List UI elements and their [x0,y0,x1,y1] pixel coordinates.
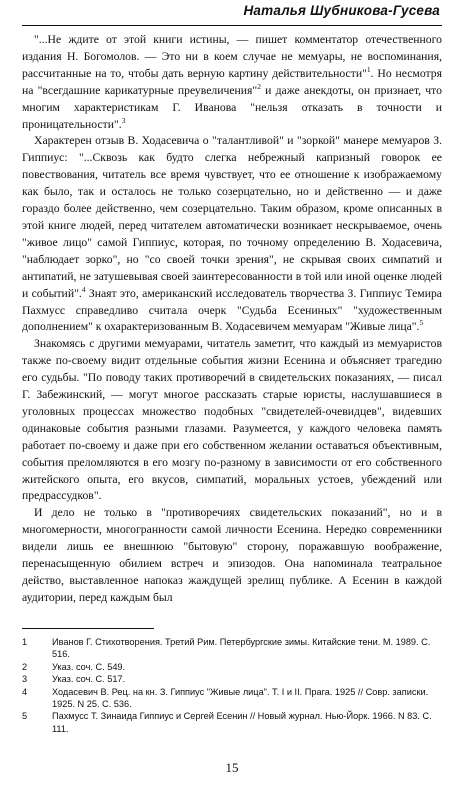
footnote-ref: 3 [121,115,126,125]
paragraph [22,133,442,336]
footnote-ref: 5 [419,318,424,328]
paragraph-text: Знакомясь с другими мемуарами, читатель заметит, что каждый из мемуаристов также по-своему видит отдельные события жизни Есенина и объясняет трагедию его судьбы. "По поводу таких противоречий в свидетельских показаниях, — писал Г. Забежинский, — могут многое рассказать старые юристы, наслушавшиеся в уголовных процессах множество подобных "свидетелей-очевидцев", видевших одинаковые события разными глазами. Разумеется, у каждого человека память работает по-своему и даже при его собственном желании оставаться объективным, события преломляются в его мозгу по-разному в зависимости от его собственного житейского опыта, его вкусов, симпатий, моральных устоев, убеждений или предрассудков". [22,337,442,503]
footnotes [22,636,442,735]
running-header: Наталья Шубникова-Гусева [243,3,440,18]
paragraph-text: Знаят это, американский исследователь творчества З. Гиппиус Темира Пахмусс справедливо считала очерк "Судьба Есениных" "художественным дополнением" к охарактеризованным В. Ходасевичем мемуарам "Живые лица". [22,286,442,334]
footnote-text: Указ. соч. С. 517. [52,674,126,685]
footnote-text: Пахмусс Т. Зинаида Гиппиус и Сергей Есенин // Новый журнал. Нью-Йорк. 1966. N 83. С. 111. [52,711,432,734]
footnote-number: 4 [22,686,28,697]
footnote-ref: 2 [257,81,261,91]
footnote-ref: 4 [81,284,86,294]
paragraph [22,505,442,606]
paragraph-text: . Но несмотря на "всегдашние карикатурные преувеличения" [22,66,442,97]
footnote-text: Указ. соч. С. 549. [52,661,126,672]
footnote-number: 2 [22,661,28,672]
footnote-number: 5 [22,711,28,722]
paragraph-text: Характерен отзыв В. Ходасевича о "талантливой" и "зоркой" манере мемуаров З. Гиппиус: "...Сквозь как будто слегка небрежный капризный говорок ее повествования, читатель все время чувствует, что ее отношение к изображаемому как было, так и осталось не только созерцательно, но и действенно — и даже гораздо более действенно, чем созерцательно. Таким образом, кроме описанных в этой книге людей, перед читателем автоматически возникает нескрываемое, очень "живое лицо" самой Гиппиус, которая, по точному определению В. Ходасевича, "наблюдает зорко", но "со своей точки зрения", не скрывая своих симпатий и антипатий, не затушевывая своей заинтересованности в той или иной оценке людей и событий". [22,134,442,300]
footnote [22,661,442,673]
paragraph-text: и даже анекдоты, он признает, что многим характеристикам Г. Иванова "нельзя отказать в точности и проницательности". [22,83,442,131]
paragraph-text: "...Не ждите от этой книги истины, — пишет комментатор отечественного издания Н. Богомолов. — Это ни в коем случае не мемуары, не воспоминания, рассчитанные на то, чтобы дать верную картину действительности" [22,33,442,80]
footnote-ref: 1 [366,64,371,74]
paragraph [22,32,442,133]
header-rule [22,25,442,26]
footnote-text: Иванов Г. Стихотворения. Третий Рим. Петербургские зимы. Китайские тени. М. 1989. С. 516. [52,637,431,660]
footnote [22,686,442,711]
footnote [22,710,442,735]
paragraph [22,336,442,505]
footnote-rule [22,628,154,629]
paragraph-text: И дело не только в "противоречиях свидетельских показаний", но и в многомерности, многогранности самой личности Есенина. Нередко современники видели лишь ее внешнюю "бытовую" сторону, поражавшую воображение, перенасыщенную обилием встреч и эпизодов. Она напоминала театральное действо, выставленное напоказ жаждущей зрелищ публике. А Есенин в каждой аудитории, перед каждым был [22,506,442,604]
main-text [22,32,442,607]
footnote-number: 3 [22,674,28,685]
footnote [22,636,442,661]
footnote-number: 1 [22,637,28,647]
footnote [22,673,442,685]
footnote-text: Ходасевич В. Рец. на кн. З. Гиппиус "Живые лица". Т. I и II. Прага. 1925 // Совр. записки. 1925. N 25. С. 536. [52,686,429,710]
page-number: 15 [225,760,239,775]
